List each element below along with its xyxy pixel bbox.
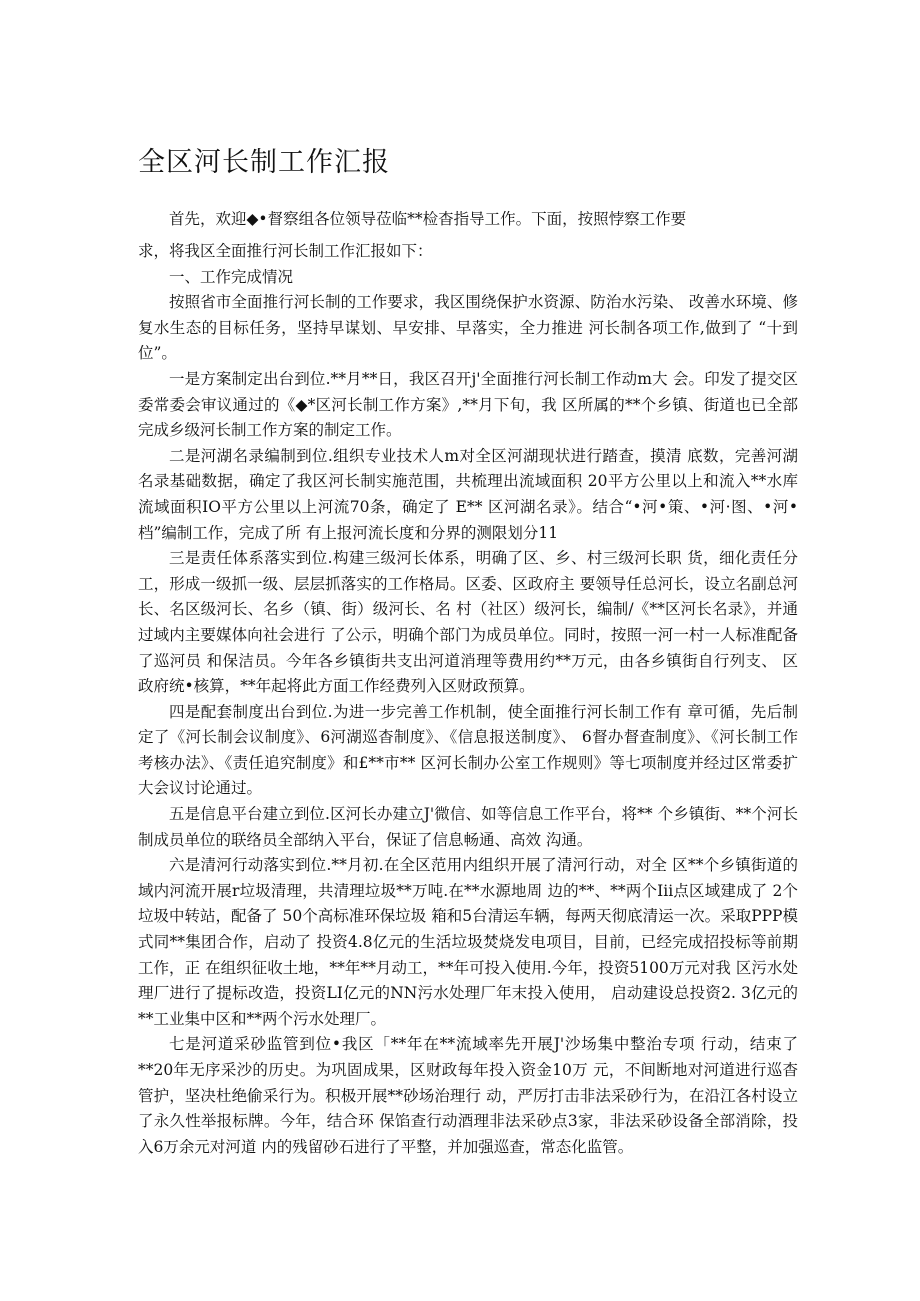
paragraph-item-1-plan: 一是方案制定出台到位.**月**日，我区召开j'全面推行河长制工作动m大 会。印发了提交区委常委会审议通过的《◆*区河长制工作方案》,**月下旬，我 区所属的**个乡镇、街道也已全部完成乡级河长制工作方案的制定工作。 xyxy=(138,369,798,440)
paragraph-item-3-responsibility: 三是责任体系落实到位.构建三级河长体系，明确了区、乡、村三级河长职 货，细化责任分工，形成一级抓一级、层层抓落实的工作格局。区委、区政府主 要领导任总河长，设立名副总河长、名区级河长、名乡（镇、街）级河长、名 村（社区）级河长，编制/《**区河长名录》，并通过域内主要媒体向社会进行 了公示，明确个部门为成员单位。同时，按照一河一村一人标准配备了巡河员 和保洁员。今年各乡镇街共支出河道消理等费用约**万元，由各乡镇街自行列支、 区政府统•核算，**年起将此方面工作经费列入区财政预算。 xyxy=(138,549,798,696)
paragraph-item-5-info-platform: 五是信息平台建立到位.区河长办建立J'微信、如等信息工作平台，将** 个乡镇街、**个河长制成员单位的联络员全部纳入平台，保证了信息畅通、高效 沟通。 xyxy=(138,805,798,849)
paragraph-item-6-clean-river: 六是清河行动落实到位.**月初.在全区范用内组织开展了清河行动，对全 区**个乡镇街道的域内河流开展r垃圾清理，共清理垃圾**万吨.在**水源地周 边的**、**两个Iii点区域建成了 2个垃圾中转站，配备了 50个高标准环保垃圾 箱和5台清运车辆，每两天彻底清运一次。采取PPP模式同**集团合作，启动了 投资4.8亿元的生活垃圾焚烧发电项目，目前，已经完成招投标等前期工作，正 在组织征收土地，**年**月动工，**年可投入使用.今年，投资5100万元对我 区污水处理厂进行了提标改造，投资LI亿元的NN污水处理厂年末投入使用， 启动建设总投资2. 3亿元的**工业集中区和**两个污水处理厂。 xyxy=(138,856,798,1028)
paragraph-overview: 按照省市全面推行河长制的工作要求，我区围绕保护水资源、防治水污染、 改善水环境、修复水生态的目标任务，坚持早谋划、早安排、早落实，全力推进 河长制各项工作,做到了 “十到位”。 xyxy=(138,293,798,363)
paragraph-item-2-river-list: 二是河湖名录编制到位.组织专业技术人m对全区河湖现状进行踏查，摸清 底数，完善河湖名录基础数据，确定了我区河长制实施范围，共梳理出流域面积 20平方公里以上和流入**水库流域面积IO平方公里以上河流70条，确定了 E** 区河湖名录》。结合“•河•策、•河·图、•河•档”编制工作，完成了所 有上报河流长度和分界的测限划分11 xyxy=(138,446,798,542)
paragraph-item-7-sand-mining: 七是河道采砂监管到位•我区「**年在**流域率先开展J'沙场集中整治专项 行动，结束了**20年无序采沙的历史。为巩固成果，区财政每年投入资金10万 元，不间断地对河道进行巡杳管护，坚决杜绝偷采行为。积极开展**砂场治理行 动，严厉打击非法采砂行为，在沿江各村设立了永久性举报标牌。今年，结合环 保馅查行动酒理非法采砂点3家，非法采砂设备全部消除，投入6万余元对河道 内的残留砂石进行了平整，并加强巡查，常态化监管。 xyxy=(138,1035,798,1156)
paragraph-item-4-regulations: 四是配套制度出台到位.为进一步完善工作机制，使全面推行河长制工作有 章可循，先后制定了《河长制会议制度》、6河湖巡杳制度》、《信息报送制度》、 6督办督查制度》、《河长制工作考核办法》、《责任追究制度》和£**市** 区河长制办公室工作规则》等七项制度并经过区常委扩大会议讨论通过。 xyxy=(138,702,798,798)
paragraph-greeting: 首先，欢迎◆•督察组各位领导莅临**检杳指导工作。下面，按照悖察工作要 xyxy=(169,210,687,228)
section-heading-work-completion: 一、工作完成情况 xyxy=(169,267,294,286)
document-title: 全区河长制工作汇报 xyxy=(138,147,390,178)
paragraph-greeting-continued: 求，将我区全面推行河长制工作汇报如下： xyxy=(138,242,433,260)
document-body xyxy=(138,205,798,1160)
